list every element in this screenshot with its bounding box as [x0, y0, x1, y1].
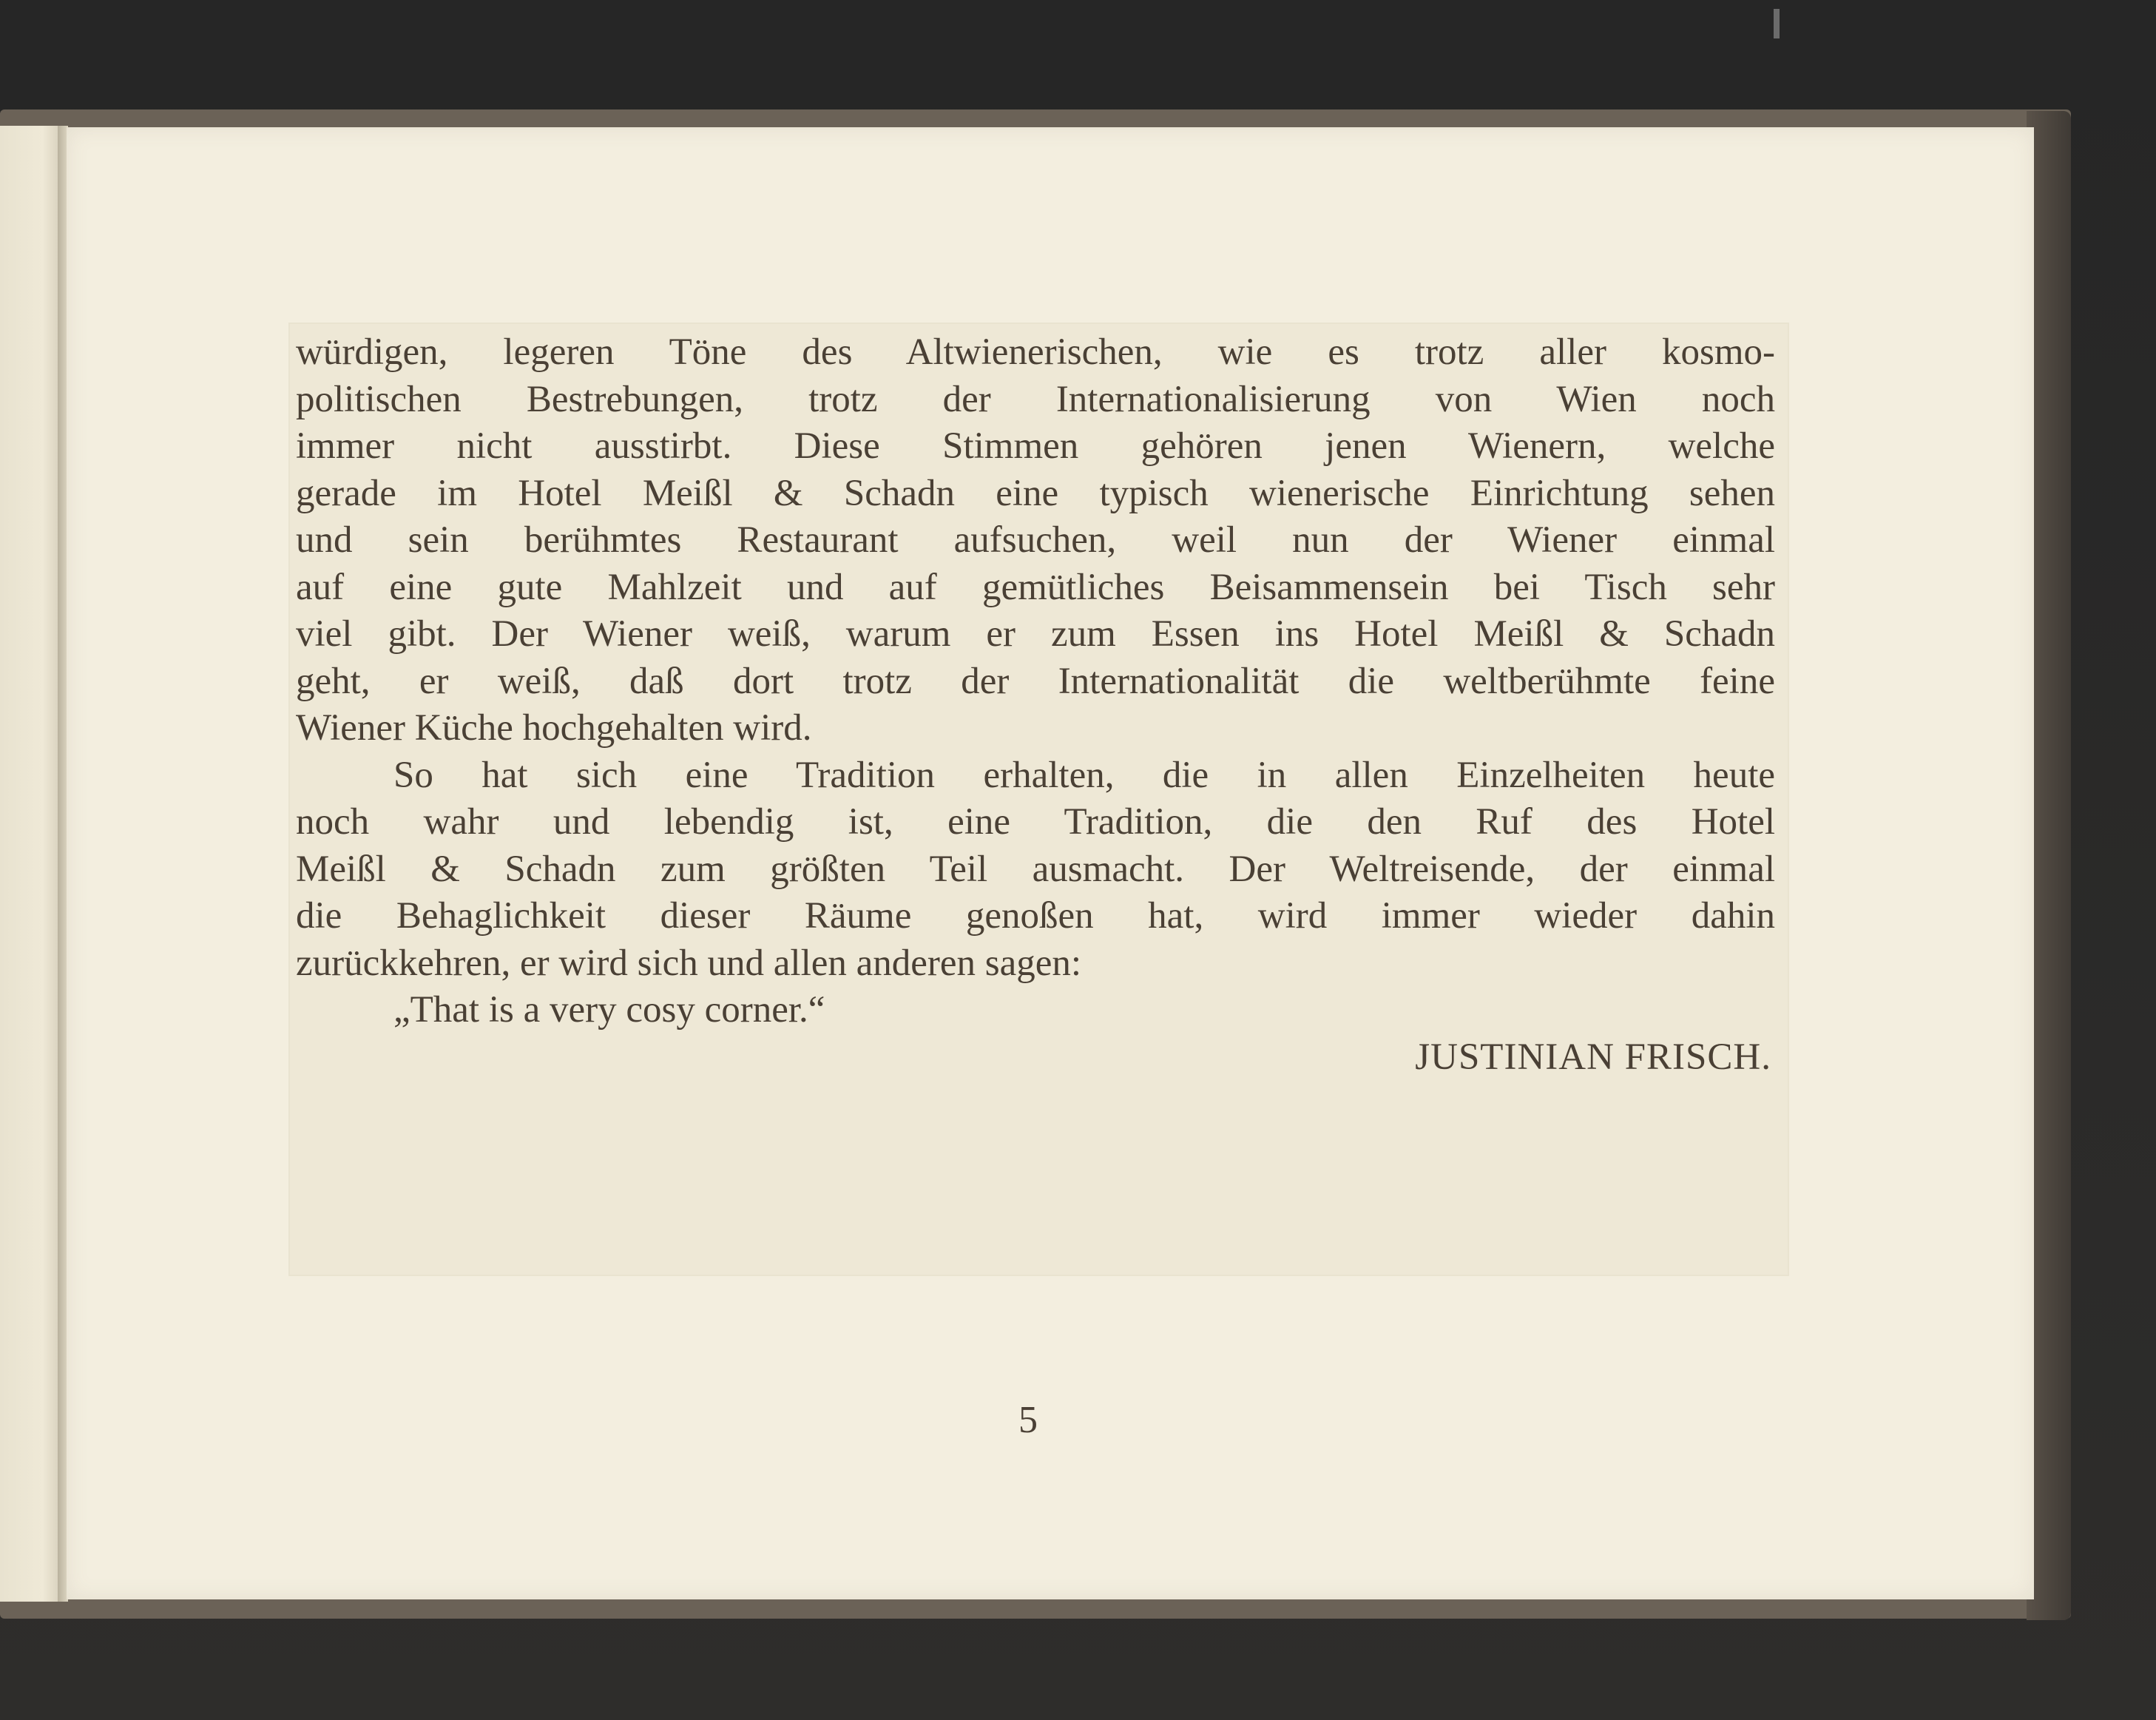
scan-marker [1774, 9, 1780, 38]
text-line: viel gibt. Der Wiener weiß, warum er zum Essen ins Hotel Meißl & Schadn [296, 613, 1775, 655]
body-text [296, 329, 1775, 1081]
text-line: zurückkehren, er wird sich und allen anderen sagen: [296, 942, 1082, 984]
text-line: noch wahr und lebendig ist, eine Tradition, die den Ruf des Hotel [296, 801, 1775, 843]
text-line: gerade im Hotel Meißl & Schadn eine typisch wienerische Einrichtung sehen [296, 472, 1775, 514]
text-line: immer nicht ausstirbt. Diese Stimmen gehören jenen Wienern, welche [296, 425, 1775, 467]
author-signature: JUSTINIAN FRISCH. [1415, 1036, 1771, 1078]
text-line: auf eine gute Mahlzeit und auf gemütliches Beisammensein bei Tisch sehr [296, 566, 1775, 608]
text-line: geht, er weiß, daß dort trotz der Internationalität die weltberühmte feine [296, 660, 1775, 702]
text-line: Meißl & Schadn zum größten Teil ausmacht. Der Weltreisende, der einmal [296, 848, 1775, 890]
text-line: politischen Bestrebungen, trotz der Internationalisierung von Wien noch [296, 378, 1775, 420]
text-line: die Behaglichkeit dieser Räume genoßen hat, wird immer wieder dahin [296, 895, 1775, 937]
text-line: Wiener Küche hochgehalten wird. [296, 707, 812, 749]
text-line: und sein berühmtes Restaurant aufsuchen, weil nun der Wiener einmal [296, 519, 1775, 561]
left-page-edge [0, 126, 61, 1602]
quote-line: „That is a very cosy corner.“ [393, 989, 825, 1031]
page-number: 5 [1018, 1399, 1038, 1441]
text-line: So hat sich eine Tradition erhalten, die in allen Einzelheiten heute [393, 754, 1775, 796]
text-line: würdigen, legeren Töne des Altwienerischen, wie es trotz aller kosmo- [296, 331, 1775, 373]
